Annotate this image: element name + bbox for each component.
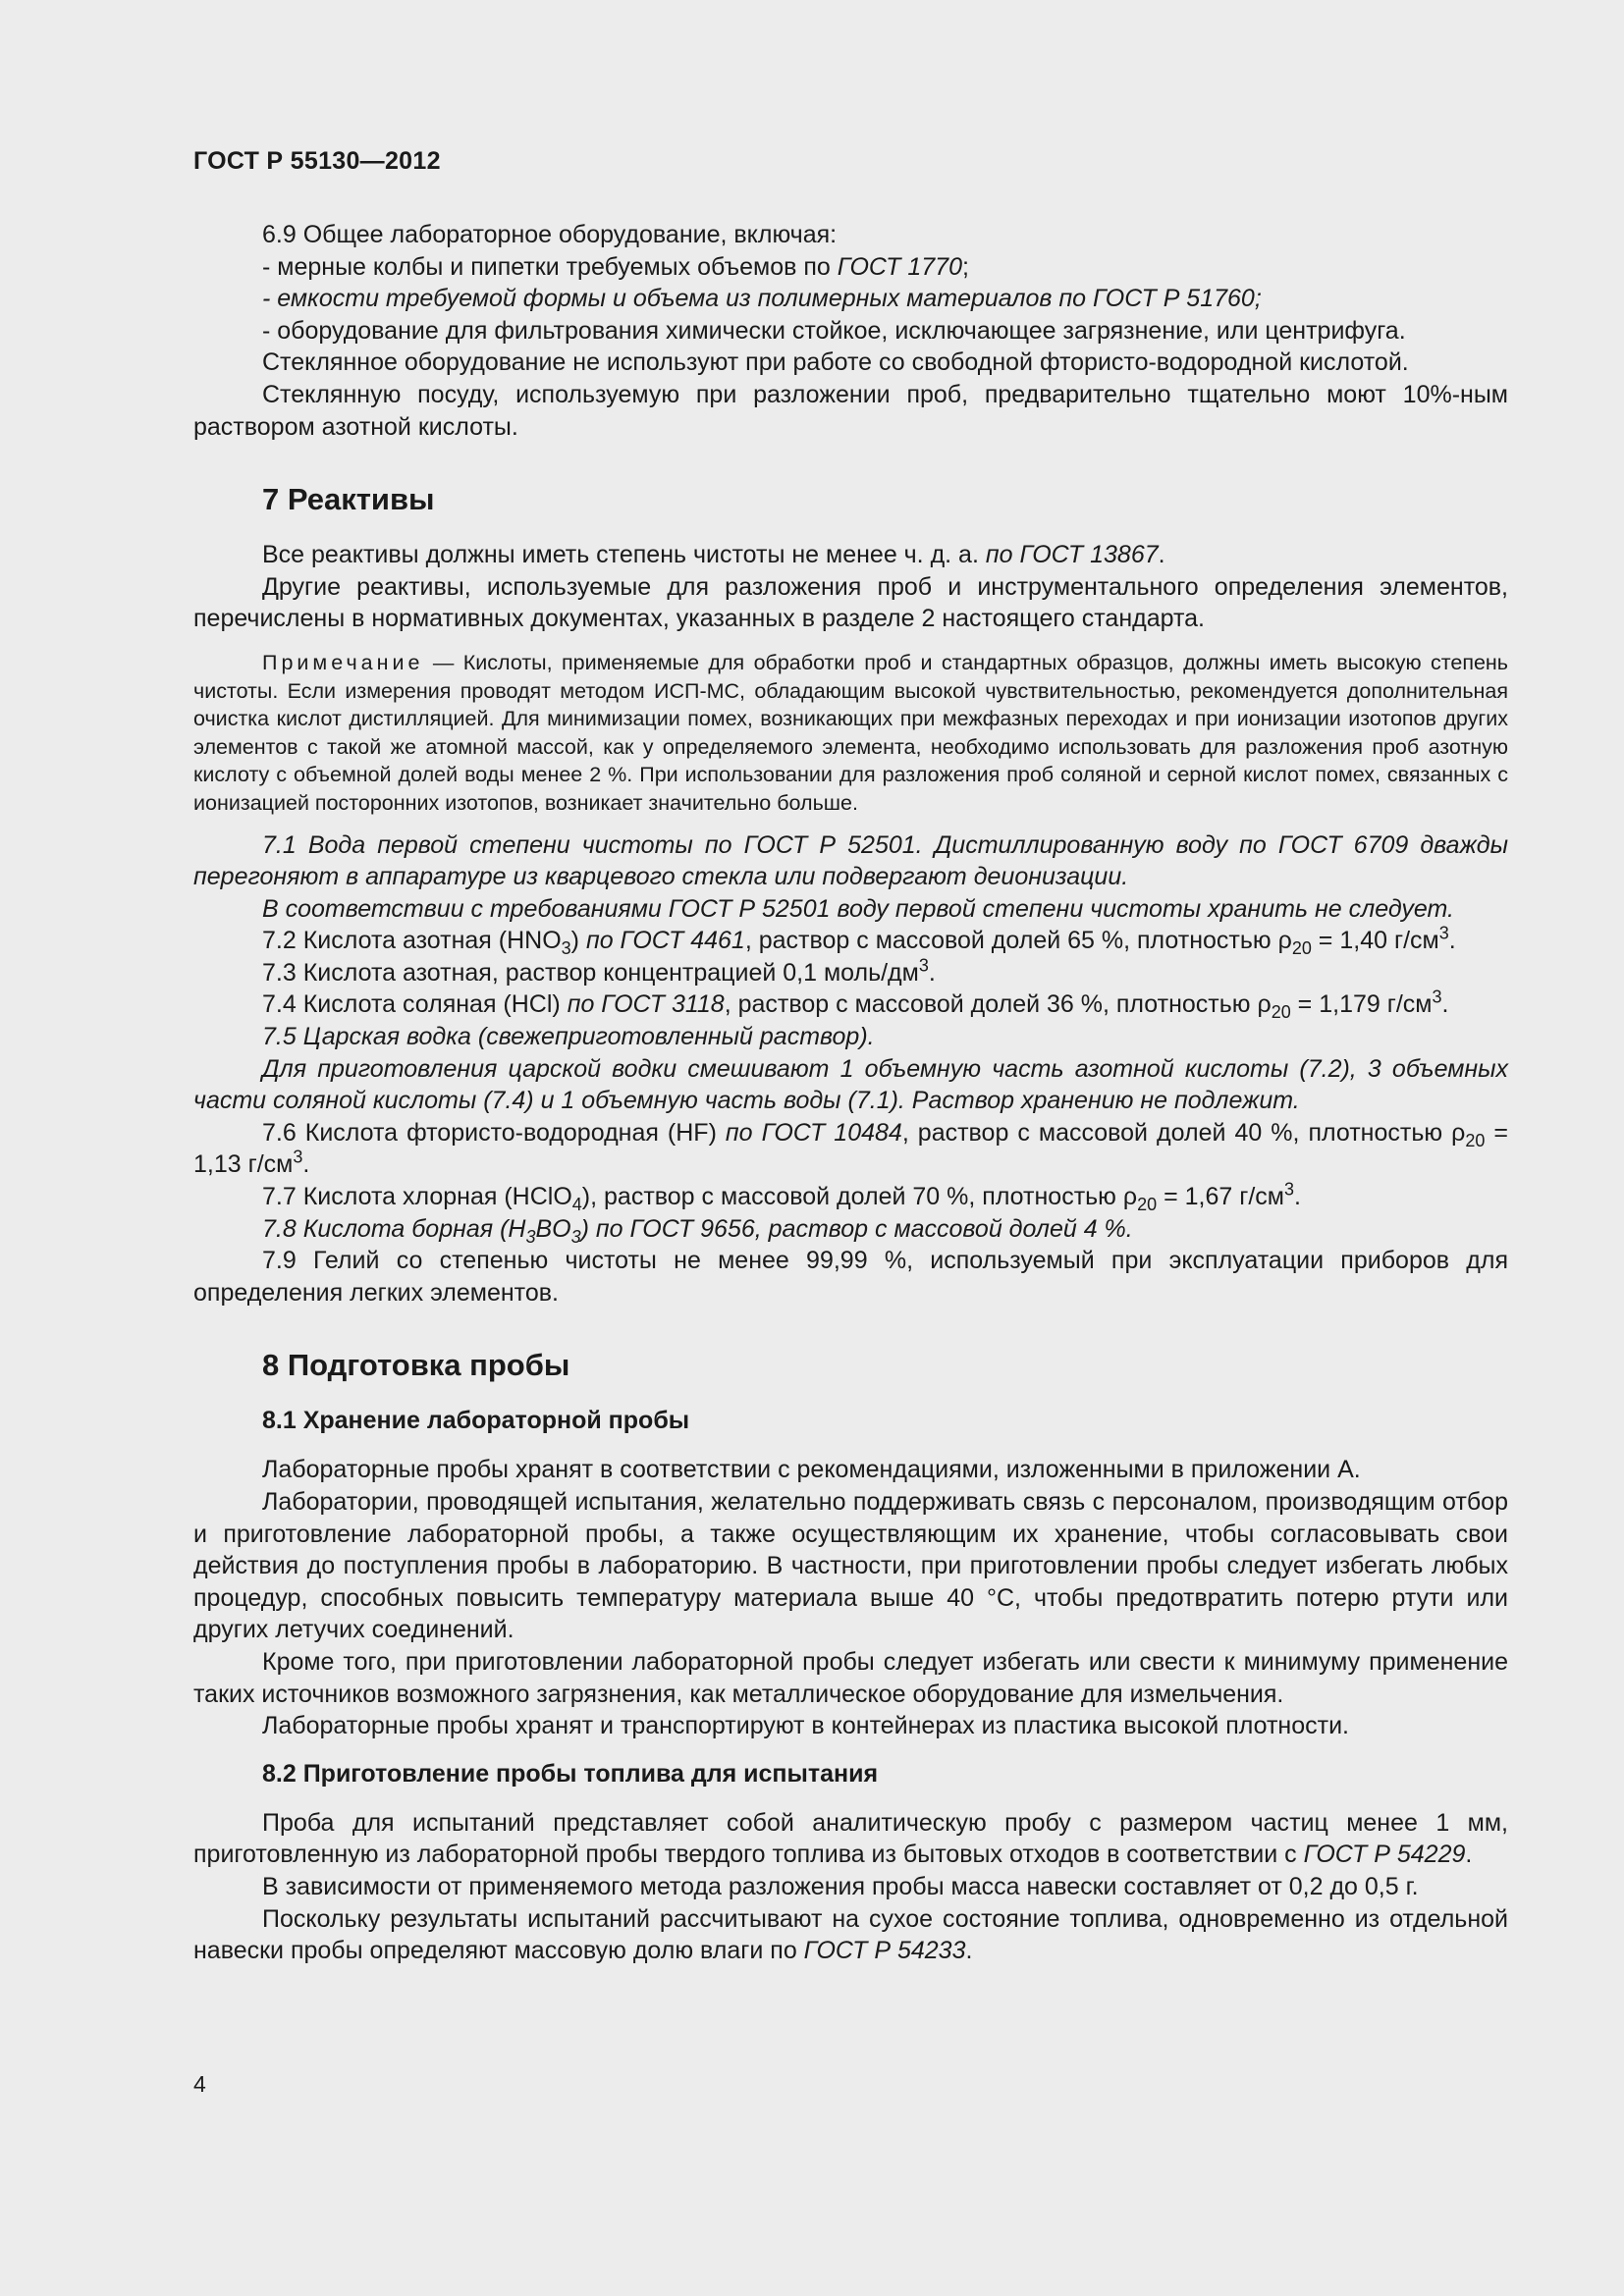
list-item-flasks: - мерные колбы и пипетки требуемых объемов по ГОСТ 1770; [262, 252, 969, 281]
subsection-8-2-title: 8.2 Приготовление пробы топлива для испытания [262, 1759, 879, 1788]
paragraph-8-1-a: Лабораторные пробы хранят в соответствии с рекомендациями, изложенными в приложении А. [262, 1456, 1361, 1484]
document-body [193, 219, 1508, 1967]
paragraph-8-2-c: Поскольку результаты испытаний рассчитывают на сухое состояние топлива, одновременно из отдельной навески пробы определяют массовую долю влаги по ГОСТ Р 54233. [193, 1904, 1508, 1965]
paragraph-7-3: 7.3 Кислота азотная, раствор концентрацией 0,1 моль/$дм^3$. [262, 955, 936, 987]
paragraph-7-5: 7.5 Царская водка (свежеприготовленный раствор). [262, 1023, 875, 1051]
paragraph-8-2-a: Проба для испытаний представляет собой аналитическую пробу с размером частиц менее 1 мм, приготовленную из лабораторной пробы твердого топлива из бытовых отходов в соответствии с ГОСТ Р 54229. [193, 1808, 1508, 1869]
paragraph-7-4: 7.4 Кислота соляная (HCl) по ГОСТ 3118, раствор с массовой долей 36 %, плотностью $\rho_{20} = 1,179$ $г/см^3$. [262, 988, 1449, 1023]
note-label: Примечание [262, 650, 424, 674]
paragraph-7-5-recipe: Для приготовления царской водки смешивают 1 объемную часть азотной кислоты (7.2), 3 объемных части соляной кислоты (7.4) и 1 объемную часть воды (7.1). Раствор хранению не подлежит. [193, 1054, 1508, 1115]
paragraph-8-1-d: Лабораторные пробы хранят и транспортируют в контейнерах из пластика высокой плотности. [262, 1712, 1349, 1740]
paragraph-7-1: 7.1 Вода первой степени чистоты по ГОСТ Р 52501. Дистиллированную воду по ГОСТ 6709 дважды перегоняют в аппаратуре из кварцевого стекла или подвергают деионизации. [193, 830, 1508, 891]
paragraph-7-2: 7.2 Кислота азотная $(HNO_3)$ по ГОСТ 4461, раствор с массовой долей 65 %, плотностью $\rho_{20} = 1,40$ $г/см^3$. [262, 923, 1456, 959]
paragraph-7-9: 7.9 Гелий со степенью чистоты не менее 99,99 %, используемый при эксплуатации приборов для определения легких элементов. [193, 1247, 1508, 1307]
document-header: ГОСТ Р 55130—2012 [193, 147, 441, 175]
paragraph-7-8: 7.8 Кислота борная $(H_3BO_3)$ по ГОСТ 9656, раствор с массовой долей 4 %. [262, 1214, 1133, 1247]
paragraph-8-1-c: Кроме того, при приготовлении лабораторной пробы следует избегать или свести к минимуму применение таких источников возможного загрязнения, как металлическое оборудование для измельчения. [193, 1647, 1508, 1708]
paragraph-8-2-b: В зависимости от применяемого метода разложения пробы масса навески составляет от 0,2 до 0,5 г. [262, 1872, 1419, 1900]
paragraph-reagent-purity: Все реактивы должны иметь степень чистоты не менее ч. д. а. по ГОСТ 13867. [262, 541, 1165, 569]
paragraph-7-1-storage: В соответствии с требованиями ГОСТ Р 52501 воду первой степени чистоты хранить не следует. [262, 894, 1454, 923]
paragraph-glassware: Стеклянное оборудование не используют при работе со свободной фтористо-водородной кислотой. [262, 348, 1409, 377]
list-item-filtration: - оборудование для фильтрования химически стойкое, исключающее загрязнение, или центрифуга. [262, 316, 1406, 345]
paragraph-6-9: 6.9 Общее лабораторное оборудование, включая: [262, 221, 838, 248]
paragraph-8-1-b: Лаборатории, проводящей испытания, желательно поддерживать связь с персоналом, производящим отбор и приготовление лабораторной пробы, а также осуществляющим их хранение, чтобы согласовывать свои действия до поступления пробы в лабораторию. В частности, при приготовлении пробы следует избегать любых процедур, способных повысить температуру материала выше 40 °С, чтобы предотвратить потерю ртути или других летучих соединений. [193, 1488, 1508, 1644]
note-block: Примечание — Кислоты, применяемые для обработки проб и стандартных образцов, должны иметь высокую степень чистоты. Если измерения проводят методом ИСП-МС, обладающим высокой чувствительностью, рекомендуется дополнительная очистка кислот дистилляцией. Для минимизации помех, возникающих при межфазных переходах и при ионизации изотопов других элементов с такой же атомной массой, как у определяемого элемента, необходимо использовать для разложения проб азотную кислоту с объемной долей воды менее 2 %. При использовании для разложения проб соляной и серной кислот помех, связанных с ионизацией посторонних изотопов, возникает значительно больше. [193, 650, 1508, 815]
paragraph-other-reagents: Другие реактивы, используемые для разложения проб и инструментального определения элементов, перечислены в нормативных документах, указанных в разделе 2 настоящего стандарта. [193, 572, 1508, 633]
paragraph-7-7: 7.7 Кислота хлорная (HClO$_4$), раствор с массовой долей 70 %, плотностью $\rho_{20} = 1,67$ $г/см^3$. [262, 1179, 1301, 1215]
section-7-title: 7 Реактивы [262, 482, 435, 517]
subsection-8-1-title: 8.1 Хранение лабораторной пробы [262, 1407, 690, 1435]
list-item-containers: - емкости требуемой формы и объема из полимерных материалов по ГОСТ Р 51760; [262, 285, 1262, 313]
paragraph-7-6: 7.6 Кислота фтористо-водородная (HF) по ГОСТ 10484, раствор с массовой долей 40 %, плотностью $\rho_{20} = 1,13$ $г/см^3$. [193, 1118, 1508, 1179]
section-8-title: 8 Подготовка пробы [262, 1348, 570, 1383]
page-number: 4 [193, 2071, 206, 2097]
paragraph-washing: Стеклянную посуду, используемую при разложении проб, предварительно тщательно моют 10%-ным раствором азотной кислоты. [193, 380, 1508, 441]
